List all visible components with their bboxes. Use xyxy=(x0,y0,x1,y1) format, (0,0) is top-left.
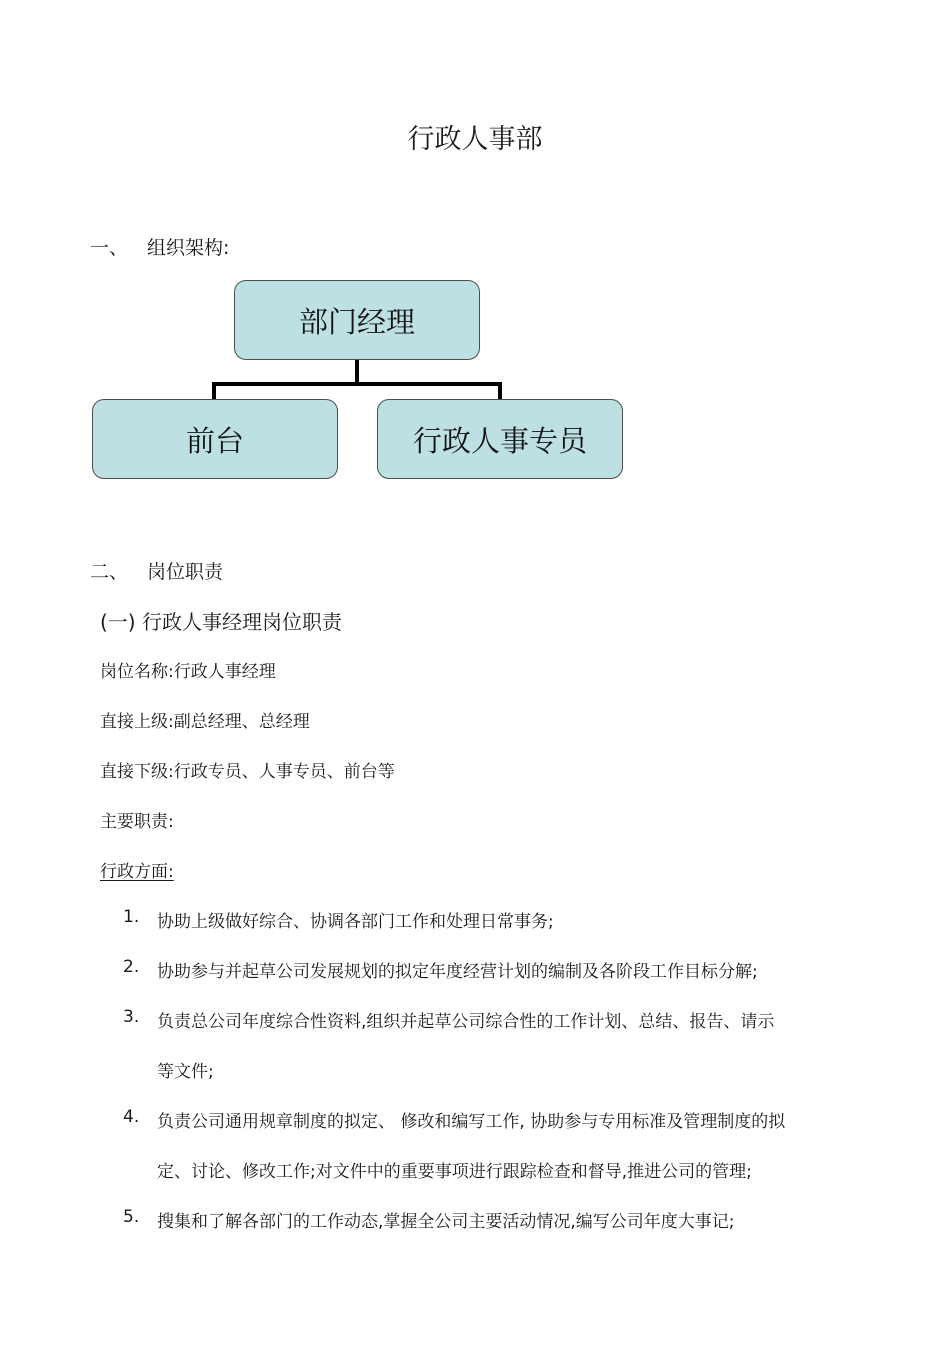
list-item-text: 负责公司通用规章制度的拟定、 修改和编写工作, 协助参与专用标准及管理制度的拟 xyxy=(157,1112,786,1132)
section-number: 一、 xyxy=(90,237,129,259)
org-box-reception: 前台 xyxy=(92,399,338,479)
field-main-duties: 主要职责: xyxy=(100,812,174,832)
org-connector-bar xyxy=(212,382,502,386)
org-box-manager: 部门经理 xyxy=(234,280,480,360)
list-item-number: 4. xyxy=(123,1107,140,1127)
list-item-continuation: 定、讨论、修改工作;对文件中的重要事项进行跟踪检查和督导,推进公司的管理; xyxy=(157,1162,752,1182)
section-number: 二、 xyxy=(90,561,129,583)
section-label: 岗位职责 xyxy=(147,561,224,583)
list-item-number: 2. xyxy=(123,957,140,977)
field-position-name: 岗位名称:行政人事经理 xyxy=(100,662,276,682)
org-connector-stem xyxy=(355,360,359,384)
list-item-text: 搜集和了解各部门的工作动态,掌握全公司主要活动情况,编写公司年度大事记; xyxy=(157,1212,735,1232)
org-connector-right xyxy=(498,382,502,400)
list-item-text: 协助上级做好综合、协调各部门工作和处理日常事务; xyxy=(157,912,554,932)
list-item-number: 3. xyxy=(123,1007,140,1027)
list-item-number: 1. xyxy=(123,907,140,927)
list-item-continuation: 等文件; xyxy=(157,1062,214,1082)
org-box-admin-hr-specialist: 行政人事专员 xyxy=(377,399,623,479)
page-title: 行政人事部 xyxy=(407,124,543,155)
list-item-text: 负责总公司年度综合性资料,组织并起草公司综合性的工作计划、总结、报告、请示 xyxy=(157,1012,775,1032)
list-item-text: 协助参与并起草公司发展规划的拟定年度经营计划的编制及各阶段工作目标分解; xyxy=(157,962,758,982)
section-label: 组织架构: xyxy=(147,237,230,259)
field-subordinate: 直接下级:行政专员、人事专员、前台等 xyxy=(100,762,395,782)
field-superior: 直接上级:副总经理、总经理 xyxy=(100,712,310,732)
org-connector-left xyxy=(212,382,216,400)
admin-heading: 行政方面: xyxy=(100,862,174,882)
list-item-number: 5. xyxy=(123,1207,140,1227)
subsection-heading: (一) 行政人事经理岗位职责 xyxy=(100,610,342,634)
